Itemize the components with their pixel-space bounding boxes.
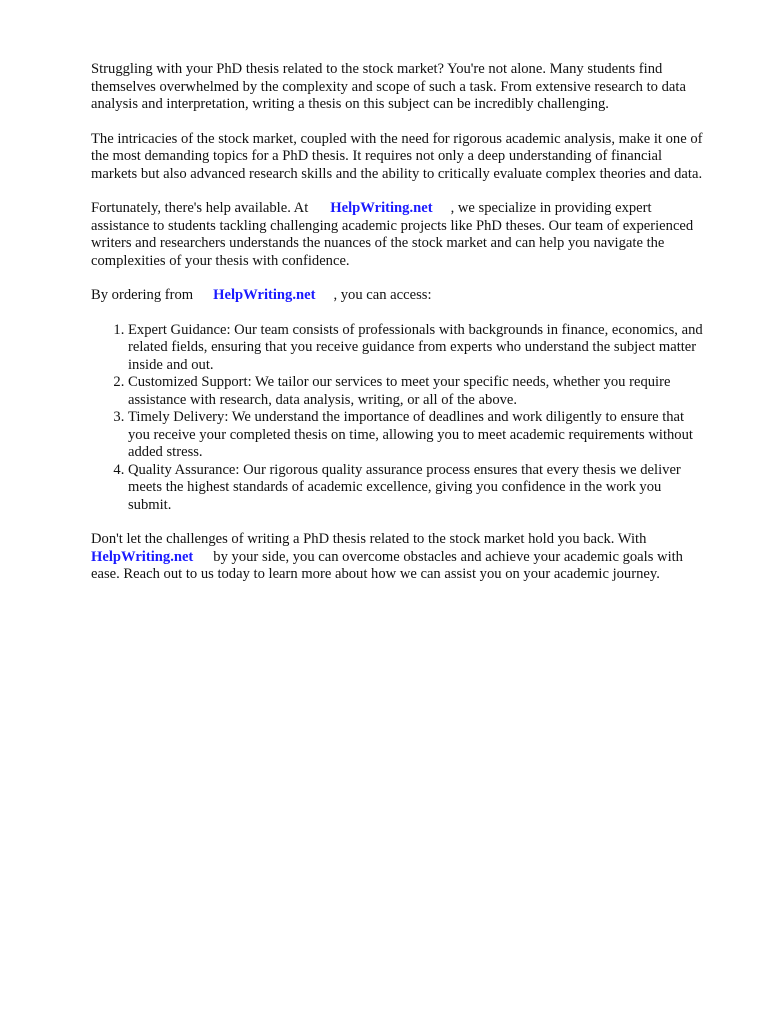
list-item-customized-support: 2. Customized Support: We tailor our services to meet your specific needs, whether you require assistance with research, data analysis, writing, or all of the above.	[128, 374, 708, 409]
help-paragraph-after: , we specialize in providing expert assistance to students tackling challenging academic projects like PhD theses. Our team of experienced writers and researchers understands the nuances of the stock market and can help you navigate the complexities of your thesis with confidence.	[91, 200, 694, 269]
intro-paragraph: Struggling with your PhD thesis related to the stock market? You're not alone. Many students find themselves overwhelmed by the complexity and scope of such a task. From extensive research to data analysis and interpretation, writing a thesis on this subject can be incredibly challenging.	[91, 61, 686, 112]
ordering-paragraph	[91, 287, 708, 305]
helpwriting-link-3[interactable]: HelpWriting.net	[91, 548, 194, 565]
help-paragraph	[91, 200, 708, 270]
list-item-expert-guidance: 1. Expert Guidance: Our team consists of professionals with backgrounds in finance, economics, and related fields, ensuring that you receive guidance from experts who understand the subject matter inside and out.	[128, 322, 708, 375]
helpwriting-link-2[interactable]: HelpWriting.net	[213, 287, 316, 303]
list-item-quality-assurance: 4. Quality Assurance: Our rigorous quality assurance process ensures that every thesis we deliver meets the highest standards of academic excellence, giving you confidence in the work you submit.	[128, 462, 708, 515]
closing-paragraph	[91, 531, 708, 584]
closing-paragraph-after: by your side, you can overcome obstacles and achieve your academic goals with ease. Reach out to us today to learn more about how we can assist you on your academic journey.	[91, 548, 683, 582]
benefits-list	[91, 322, 708, 515]
list-item-timely-delivery: 3. Timely Delivery: We understand the importance of deadlines and work diligently to ensure that you receive your completed thesis on time, allowing you to meet academic requirements without added stress.	[128, 409, 708, 462]
ordering-paragraph-after: , you can access:	[333, 287, 432, 303]
difficulty-paragraph: The intricacies of the stock market, coupled with the need for rigorous academic analysis, make it one of the most demanding topics for a PhD thesis. It requires not only a deep understanding of financial markets but also advanced research skills and the ability to critically evaluate complex theories and data.	[91, 130, 703, 182]
help-paragraph-before: Fortunately, there's help available. At	[91, 200, 309, 216]
ordering-paragraph-before: By ordering from	[91, 287, 194, 303]
closing-paragraph-before: Don't let the challenges of writing a PhD thesis related to the stock market hold you back. With	[91, 531, 647, 547]
helpwriting-link-1[interactable]: HelpWriting.net	[330, 200, 433, 216]
